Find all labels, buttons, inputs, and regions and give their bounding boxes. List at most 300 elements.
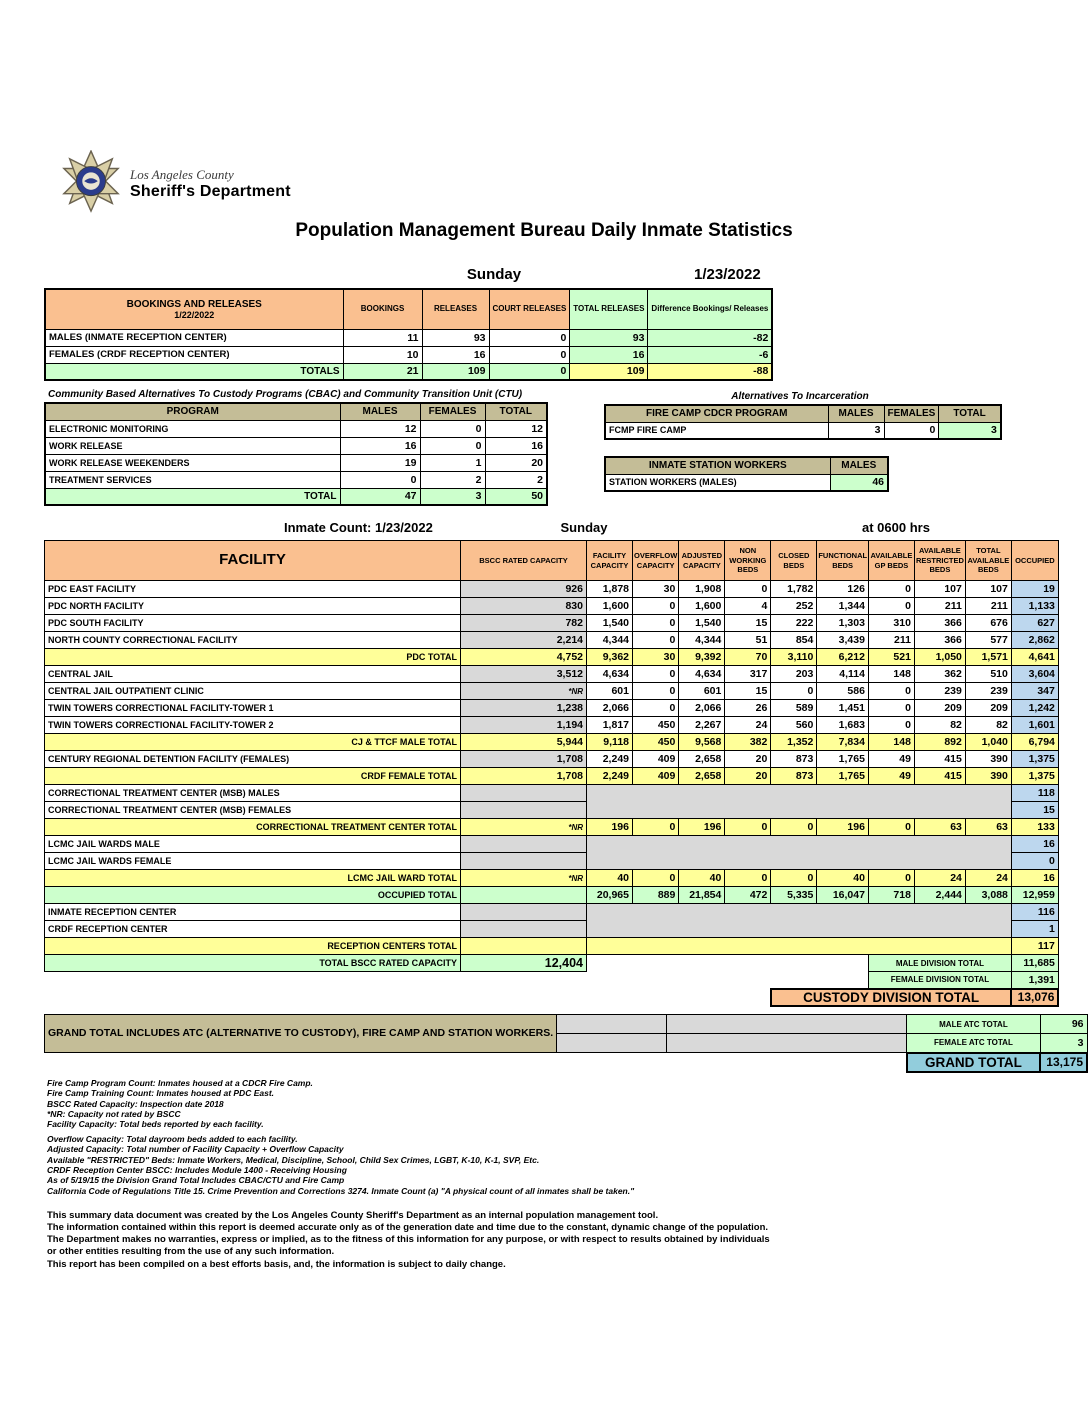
occupied: 116: [1011, 904, 1058, 921]
cbac-row: [45, 420, 547, 437]
closed-beds: 5,335: [771, 887, 817, 904]
footnote: Facility Capacity: Total beds reported by each facility.: [47, 1119, 264, 1130]
closed-beds: 589: [771, 700, 817, 717]
occupied: 1,375: [1011, 751, 1058, 768]
total-available-beds: 63: [965, 819, 1011, 836]
non-working-beds: 26: [725, 700, 771, 717]
total-available-beds: 1,571: [965, 649, 1011, 666]
occupied: 4,641: [1011, 649, 1058, 666]
adjusted-capacity: 1,600: [679, 598, 725, 615]
fire-camp-table: [604, 404, 1002, 440]
occupied: 118: [1011, 785, 1058, 802]
total-available-beds: 24: [965, 870, 1011, 887]
closed-beds: 873: [771, 768, 817, 785]
report-day: Sunday: [466, 266, 522, 283]
occupied: 117: [1011, 938, 1058, 955]
header-brand: [60, 150, 291, 218]
non-working-beds: 317: [725, 666, 771, 683]
col-facility: FACILITY: [45, 541, 461, 581]
bookings-title: BOOKINGS AND RELEASES: [126, 298, 262, 310]
overflow-capacity: 0: [633, 615, 679, 632]
disclaimer-line: or other entities resulting from the use of any such information.: [47, 1246, 335, 1258]
releases-value: 93: [422, 329, 489, 346]
non-working-beds: 4: [725, 598, 771, 615]
total-bscc-capacity-label: TOTAL BSCC RATED CAPACITY: [45, 955, 461, 972]
program-label: WORK RELEASE: [45, 437, 340, 454]
bscc-rated-capacity: 1,194: [461, 717, 587, 734]
bookings-total: 21: [343, 363, 422, 380]
fire-camp-label: FCMP FIRE CAMP: [605, 422, 828, 439]
available-gp-beds: 148: [868, 734, 914, 751]
total-label: RECEPTION CENTERS TOTAL: [45, 938, 461, 955]
col-males: MALES: [830, 457, 888, 474]
inmate-count-time: at 0600 hrs: [862, 520, 930, 535]
closed-beds: 222: [771, 615, 817, 632]
footnote: CRDF Reception Center BSCC: Includes Module 1400 - Receiving Housing: [47, 1164, 347, 1175]
functional-beds: 1,765: [817, 768, 869, 785]
spacer: [45, 1053, 907, 1072]
facility-capacity: 1,878: [587, 581, 633, 598]
facility-name: CENTRAL JAIL OUTPATIENT CLINIC: [45, 683, 461, 700]
facility-name: CENTRAL JAIL: [45, 666, 461, 683]
male-atc-total-value: 96: [1040, 1015, 1087, 1034]
females-value: 0: [884, 422, 939, 439]
sheriff-star-icon: [60, 150, 122, 218]
total-total: 50: [485, 488, 547, 505]
overflow-capacity: 409: [633, 751, 679, 768]
functional-beds: 126: [817, 581, 869, 598]
closed-beds: 560: [771, 717, 817, 734]
spacer: [587, 955, 869, 972]
total-label: OCCUPIED TOTAL: [45, 887, 461, 904]
col-bookings: BOOKINGS: [343, 289, 422, 329]
functional-beds: 586: [817, 683, 869, 700]
footnote: California Code of Regulations Title 15. Crime Prevention and Corrections 3274. Inmate Count (a) "A physical count of all inmates shall be taken.": [47, 1185, 635, 1196]
available-restricted-beds: 415: [914, 768, 965, 785]
bscc-rated-capacity: *NR: [461, 870, 587, 887]
males-value: 19: [340, 454, 420, 471]
closed-beds: 873: [771, 751, 817, 768]
functional-beds: 4,114: [817, 666, 869, 683]
total-label: LCMC JAIL WARD TOTAL: [45, 870, 461, 887]
females-value: 0: [420, 437, 485, 454]
cbac-row: [45, 437, 547, 454]
col-facility-capacity: FACILITY CAPACITY: [587, 541, 633, 581]
empty-span: [667, 1015, 907, 1034]
adjusted-capacity: 1,908: [679, 581, 725, 598]
total-label: CRDF FEMALE TOTAL: [45, 768, 461, 785]
occupied: 1,601: [1011, 717, 1058, 734]
col-inmate-station-workers: INMATE STATION WORKERS: [605, 457, 830, 474]
bscc-rated-capacity: 1,238: [461, 700, 587, 717]
facility-row: [45, 870, 1059, 887]
occupied: 6,794: [1011, 734, 1058, 751]
col-program: PROGRAM: [45, 403, 340, 420]
releases-value: 16: [422, 346, 489, 363]
available-gp-beds: 0: [868, 870, 914, 887]
overflow-capacity: 0: [633, 632, 679, 649]
facility-row: [45, 734, 1059, 751]
closed-beds: 3,110: [771, 649, 817, 666]
cbac-totals-row: [45, 488, 547, 505]
bscc-rated-capacity: [461, 887, 587, 904]
facility-capacity: 2,066: [587, 700, 633, 717]
facility-capacity: 40: [587, 870, 633, 887]
bscc-rated-capacity: [461, 904, 587, 921]
functional-beds: 1,303: [817, 615, 869, 632]
footnote: *NR: Capacity not rated by BSCC: [47, 1109, 181, 1120]
court-releases-total: 0: [489, 363, 570, 380]
males-value: 16: [340, 437, 420, 454]
overflow-capacity: 450: [633, 717, 679, 734]
female-division-total-label: FEMALE DIVISION TOTAL: [868, 972, 1011, 989]
females-value: 2: [420, 471, 485, 488]
bscc-rated-capacity: 1,708: [461, 751, 587, 768]
facility-capacity: 9,118: [587, 734, 633, 751]
female-division-total-value: 1,391: [1011, 972, 1058, 989]
col-bscc-rated-capacity: BSCC RATED CAPACITY: [461, 541, 587, 581]
occupied: 3,604: [1011, 666, 1058, 683]
adjusted-capacity: 21,854: [679, 887, 725, 904]
row-label: MALES (INMATE RECEPTION CENTER): [45, 329, 343, 346]
non-working-beds: 24: [725, 717, 771, 734]
total-available-beds: 3,088: [965, 887, 1011, 904]
available-gp-beds: 0: [868, 819, 914, 836]
cbac-title: Community Based Alternatives To Custody Programs (CBAC) and Community Transition Unit (CTU): [48, 389, 523, 400]
facility-capacity: 1,540: [587, 615, 633, 632]
facility-section: [44, 540, 1059, 1007]
non-working-beds: 0: [725, 819, 771, 836]
bookings-section: [44, 288, 773, 381]
total-releases-value: 16: [570, 346, 648, 363]
bscc-rated-capacity: 2,214: [461, 632, 587, 649]
non-working-beds: 472: [725, 887, 771, 904]
facility-row: [45, 768, 1059, 785]
total-available-beds: 1,040: [965, 734, 1011, 751]
cbac-section: [44, 402, 548, 506]
facility-name: TWIN TOWERS CORRECTIONAL FACILITY-TOWER 1: [45, 700, 461, 717]
total-available-beds: 390: [965, 768, 1011, 785]
facility-name: PDC SOUTH FACILITY: [45, 615, 461, 632]
footnotes: [47, 1078, 634, 1196]
adjusted-capacity: 2,658: [679, 768, 725, 785]
facility-capacity: 20,965: [587, 887, 633, 904]
closed-beds: 0: [771, 819, 817, 836]
bookings-value: 11: [343, 329, 422, 346]
col-functional-beds: FUNCTIONAL BEDS: [817, 541, 869, 581]
female-atc-total-value: 3: [1040, 1034, 1087, 1053]
available-restricted-beds: 2,444: [914, 887, 965, 904]
occupied: 16: [1011, 836, 1058, 853]
spacer: [45, 972, 869, 989]
non-working-beds: 20: [725, 768, 771, 785]
empty-cell: [557, 1015, 667, 1034]
available-restricted-beds: 366: [914, 615, 965, 632]
available-restricted-beds: 362: [914, 666, 965, 683]
station-workers-table: [604, 456, 889, 492]
cbac-row: [45, 471, 547, 488]
bscc-rated-capacity: *NR: [461, 819, 587, 836]
total-available-beds: 676: [965, 615, 1011, 632]
facility-capacity: 601: [587, 683, 633, 700]
available-gp-beds: 49: [868, 768, 914, 785]
adjusted-capacity: 2,267: [679, 717, 725, 734]
custody-division-total-value: 13,076: [1011, 989, 1058, 1006]
bscc-rated-capacity: [461, 836, 587, 853]
functional-beds: 1,451: [817, 700, 869, 717]
non-working-beds: 382: [725, 734, 771, 751]
total-available-beds: 577: [965, 632, 1011, 649]
facility-name: PDC EAST FACILITY: [45, 581, 461, 598]
col-total: TOTAL: [485, 403, 547, 420]
station-workers-section: [604, 456, 889, 492]
footnote: As of 5/19/15 the Division Grand Total Includes CBAC/CTU and Fire Camp: [47, 1175, 345, 1186]
page-title: Population Management Bureau Daily Inmate Statistics: [295, 220, 793, 241]
cbac-row: [45, 454, 547, 471]
females-value: 0: [420, 420, 485, 437]
overflow-capacity: 30: [633, 581, 679, 598]
closed-beds: 854: [771, 632, 817, 649]
facility-row: [45, 598, 1059, 615]
functional-beds: 1,683: [817, 717, 869, 734]
program-label: TREATMENT SERVICES: [45, 471, 340, 488]
totals-label: TOTAL: [45, 488, 340, 505]
non-working-beds: 51: [725, 632, 771, 649]
cbac-header-row: [45, 403, 547, 420]
occupied: 1,133: [1011, 598, 1058, 615]
empty-span: [587, 785, 1012, 819]
bookings-date: 1/22/2022: [174, 309, 215, 320]
overflow-capacity: 0: [633, 683, 679, 700]
count-header: [44, 520, 1047, 538]
custody-division-total-label: CUSTODY DIVISION TOTAL: [771, 989, 1012, 1006]
bscc-rated-capacity: 830: [461, 598, 587, 615]
brand-department: Sheriff's Department: [130, 183, 291, 200]
bookings-row-females: [45, 346, 772, 363]
adjusted-capacity: 4,344: [679, 632, 725, 649]
occupied: 347: [1011, 683, 1058, 700]
facility-row: [45, 751, 1059, 768]
total-label: CORRECTIONAL TREATMENT CENTER TOTAL: [45, 819, 461, 836]
disclaimer-line: The information contained within this report is deemed accurate only as of the generation date and time due to the constant, dynamic change of the population.: [47, 1222, 769, 1234]
facility-header-row: [45, 541, 1059, 581]
occupied: 1: [1011, 921, 1058, 938]
facility-row: [45, 700, 1059, 717]
atc-summary-table: [44, 1014, 1088, 1073]
spacer: [45, 989, 771, 1006]
non-working-beds: 15: [725, 615, 771, 632]
bookings-row-males: [45, 329, 772, 346]
occupied: 2,862: [1011, 632, 1058, 649]
facility-name: CORRECTIONAL TREATMENT CENTER (MSB) MALES: [45, 785, 461, 802]
bscc-rated-capacity: [461, 802, 587, 819]
females-value: 1: [420, 454, 485, 471]
col-occupied: OCCUPIED: [1011, 541, 1058, 581]
facility-row: [45, 717, 1059, 734]
available-restricted-beds: 892: [914, 734, 965, 751]
bscc-rated-capacity: [461, 921, 587, 938]
available-gp-beds: 148: [868, 666, 914, 683]
cbac-table: [44, 402, 548, 506]
col-difference: Difference Bookings/ Releases: [648, 289, 772, 329]
overflow-capacity: 0: [633, 870, 679, 887]
adjusted-capacity: 40: [679, 870, 725, 887]
col-total-available-beds: TOTAL AVAILABLE BEDS: [965, 541, 1011, 581]
facility-row: [45, 972, 1059, 989]
col-releases: RELEASES: [422, 289, 489, 329]
bookings-value: 10: [343, 346, 422, 363]
total-available-beds: 209: [965, 700, 1011, 717]
bookings-totals-row: [45, 363, 772, 380]
facility-row: [45, 819, 1059, 836]
occupied: 19: [1011, 581, 1058, 598]
total-value: 16: [485, 437, 547, 454]
empty-span: [587, 836, 1012, 870]
total-value: 20: [485, 454, 547, 471]
bscc-rated-capacity: 926: [461, 581, 587, 598]
fire-camp-header-row: [605, 405, 1001, 422]
col-males: MALES: [828, 405, 884, 422]
closed-beds: 1,352: [771, 734, 817, 751]
closed-beds: 0: [771, 870, 817, 887]
facility-capacity: 1,817: [587, 717, 633, 734]
grand-total-value: 13,175: [1040, 1053, 1087, 1072]
bscc-rated-capacity: [461, 938, 587, 955]
bookings-title-cell: [45, 289, 343, 329]
total-value: 2: [485, 471, 547, 488]
non-working-beds: 15: [725, 683, 771, 700]
available-restricted-beds: 63: [914, 819, 965, 836]
court-releases-value: 0: [489, 329, 570, 346]
court-releases-value: 0: [489, 346, 570, 363]
program-label: ELECTRONIC MONITORING: [45, 420, 340, 437]
available-restricted-beds: 211: [914, 598, 965, 615]
closed-beds: 0: [771, 683, 817, 700]
occupied: 1,375: [1011, 768, 1058, 785]
grand-total-label: GRAND TOTAL: [907, 1053, 1041, 1072]
males-value: 46: [830, 474, 888, 491]
adjusted-capacity: 196: [679, 819, 725, 836]
non-working-beds: 20: [725, 751, 771, 768]
facility-name: CENTURY REGIONAL DETENTION FACILITY (FEMALES): [45, 751, 461, 768]
station-workers-row: [605, 474, 888, 491]
males-total: 47: [340, 488, 420, 505]
footnote: Fire Camp Program Count: Inmates housed at a CDCR Fire Camp.: [47, 1078, 313, 1088]
facility-row: [45, 938, 1059, 955]
overflow-capacity: 889: [633, 887, 679, 904]
available-restricted-beds: 239: [914, 683, 965, 700]
facility-row: [45, 955, 1059, 972]
overflow-capacity: 30: [633, 649, 679, 666]
male-division-total-value: 11,685: [1011, 955, 1058, 972]
col-available-gp-beds: AVAILABLE GP BEDS: [868, 541, 914, 581]
empty-span: [587, 938, 1012, 955]
facility-row: [45, 581, 1059, 598]
available-restricted-beds: 1,050: [914, 649, 965, 666]
closed-beds: 203: [771, 666, 817, 683]
available-gp-beds: 0: [868, 700, 914, 717]
facility-name: CORRECTIONAL TREATMENT CENTER (MSB) FEMALES: [45, 802, 461, 819]
females-total: 3: [420, 488, 485, 505]
grand-total-note: GRAND TOTAL INCLUDES ATC (ALTERNATIVE TO CUSTODY), FIRE CAMP AND STATION WORKERS.: [45, 1015, 557, 1053]
footnote: BSCC Rated Capacity: Inspection date 2018: [47, 1098, 224, 1109]
occupied: 133: [1011, 819, 1058, 836]
adjusted-capacity: 9,568: [679, 734, 725, 751]
males-value: 3: [828, 422, 884, 439]
bookings-header-row: [45, 289, 772, 329]
disclaimer-line: This summary data document was created by the Los Angeles County Sheriff's Department as an internal population management tool.: [47, 1210, 659, 1221]
female-atc-total-label: FEMALE ATC TOTAL: [907, 1034, 1041, 1053]
facility-name: LCMC JAIL WARDS FEMALE: [45, 853, 461, 870]
brand-text: [130, 167, 291, 201]
disclaimer: [47, 1210, 770, 1271]
fire-camp-row: [605, 422, 1001, 439]
occupied: 16: [1011, 870, 1058, 887]
facility-capacity: 2,249: [587, 768, 633, 785]
available-gp-beds: 0: [868, 717, 914, 734]
col-overflow-capacity: OVERFLOW CAPACITY: [633, 541, 679, 581]
adjusted-capacity: 4,634: [679, 666, 725, 683]
total-value: 12: [485, 420, 547, 437]
report-date: 1/23/2022: [694, 266, 761, 283]
available-restricted-beds: 107: [914, 581, 965, 598]
available-gp-beds: 0: [868, 683, 914, 700]
total-available-beds: 510: [965, 666, 1011, 683]
total-releases-value: 93: [570, 329, 648, 346]
footnote: Adjusted Capacity: Total number of Facility Capacity + Overflow Capacity: [47, 1144, 344, 1155]
col-closed-beds: CLOSED BEDS: [771, 541, 817, 581]
facility-row: [45, 785, 1059, 802]
occupied: 627: [1011, 615, 1058, 632]
inmate-count-date: Inmate Count: 1/23/2022: [284, 520, 433, 535]
available-gp-beds: 310: [868, 615, 914, 632]
closed-beds: 1,782: [771, 581, 817, 598]
males-value: 0: [340, 471, 420, 488]
facility-row: [45, 887, 1059, 904]
col-available-restricted-beds: AVAILABLE RESTRICTED BEDS: [914, 541, 965, 581]
closed-beds: 252: [771, 598, 817, 615]
adjusted-capacity: 2,658: [679, 751, 725, 768]
facility-row: [45, 989, 1059, 1006]
available-gp-beds: 718: [868, 887, 914, 904]
totals-label: TOTALS: [45, 363, 343, 380]
adjusted-capacity: 1,540: [679, 615, 725, 632]
col-fire-camp-program: FIRE CAMP CDCR PROGRAM: [605, 405, 828, 422]
disclaimer-line: This report has been compiled on a best efforts basis, and, the information is subject to daily change.: [47, 1258, 506, 1270]
non-working-beds: 0: [725, 581, 771, 598]
col-total: TOTAL: [939, 405, 1001, 422]
col-court-releases: COURT RELEASES: [489, 289, 570, 329]
available-gp-beds: 0: [868, 598, 914, 615]
disclaimer-line: The Department makes no warranties, express or implied, as to the fitness of this information for any purpose, or with respect to results obtained by individuals: [47, 1234, 770, 1246]
facility-row: [45, 904, 1059, 921]
available-restricted-beds: 82: [914, 717, 965, 734]
facility-name: CRDF RECEPTION CENTER: [45, 921, 461, 938]
available-restricted-beds: 24: [914, 870, 965, 887]
facility-row: [45, 615, 1059, 632]
facility-table: [44, 540, 1059, 1007]
col-females: FEMALES: [884, 405, 939, 422]
overflow-capacity: 0: [633, 666, 679, 683]
adjusted-capacity: 9,392: [679, 649, 725, 666]
facility-row: [45, 649, 1059, 666]
difference-value: -6: [648, 346, 772, 363]
bscc-rated-capacity: 3,512: [461, 666, 587, 683]
difference-total: -88: [648, 363, 772, 380]
facility-row: [45, 666, 1059, 683]
facility-capacity: 4,344: [587, 632, 633, 649]
available-gp-beds: 521: [868, 649, 914, 666]
